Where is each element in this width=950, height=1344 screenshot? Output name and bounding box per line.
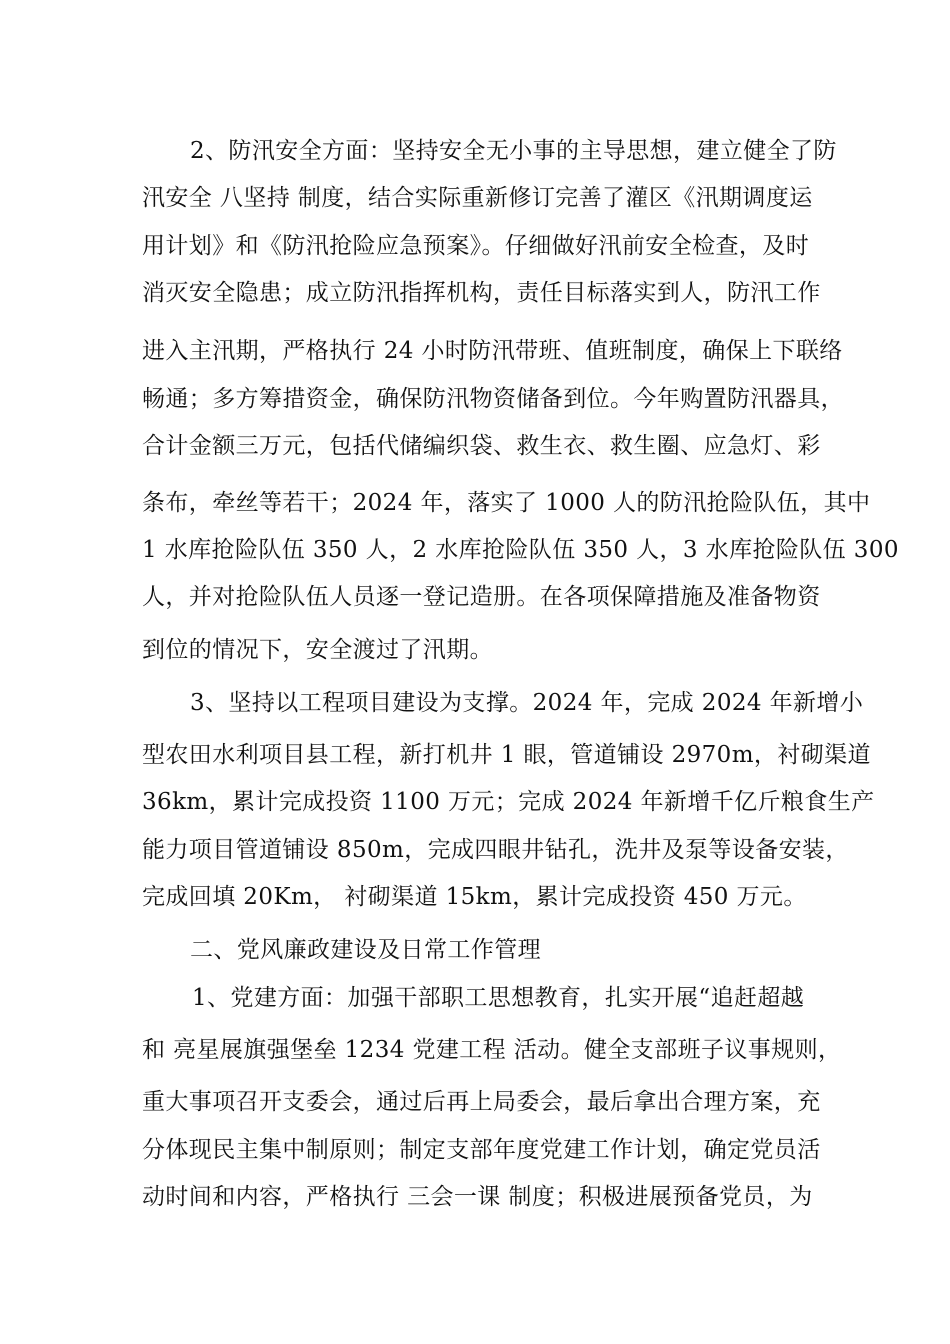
text-line: 到位的情况下，安全渡过了汛期。	[142, 637, 493, 663]
text-line: 型农田水利项目县工程，新打机井 1 眼，管道铺设 2970m，衬砌渠道	[142, 742, 871, 768]
section-heading: 二、党风廉政建设及日常工作管理	[190, 937, 541, 963]
text-line: 能力项目管道铺设 850m，完成四眼井钻孔，洗井及泵等设备安装，	[142, 837, 849, 863]
text-line: 完成回填 20Km， 衬砌渠道 15km，累计完成投资 450 万元。	[142, 884, 807, 910]
text-line: 3、坚持以工程项目建设为支撑。2024 年，完成 2024 年新增小	[190, 690, 864, 716]
text-line: 和 亮星展旗强堡垒 1234 党建工程 活动。健全支部班子议事规则，	[142, 1037, 842, 1063]
text-line: 2、防汛安全方面：坚持安全无小事的主导思想，建立健全了防	[190, 138, 837, 164]
text-line: 进入主汛期，严格执行 24 小时防汛带班、值班制度，确保上下联络	[142, 338, 843, 364]
text-line: 条布，牵丝等若干；2024 年，落实了 1000 人的防汛抢险队伍，其中	[142, 490, 871, 516]
text-line: 汛安全 八坚持 制度，结合实际重新修订完善了灌区《汛期调度运	[142, 185, 813, 211]
text-line: 合计金额三万元，包括代储编织袋、救生衣、救生圈、应急灯、彩	[142, 433, 821, 459]
text-line: 消灭安全隐患；成立防汛指挥机构，责任目标落实到人，防汛工作	[142, 280, 821, 306]
text-line: 用计划》和《防汛抢险应急预案》。仔细做好汛前安全检查，及时	[142, 233, 810, 259]
text-line: 动时间和内容，严格执行 三会一课 制度；积极进展预备党员，为	[142, 1184, 813, 1210]
text-line: 36km，累计完成投资 1100 万元；完成 2024 年新增千亿斤粮食生产	[142, 789, 875, 815]
text-line: 1、党建方面：加强干部职工思想教育，扎实开展“追赶超越	[192, 985, 805, 1011]
text-line: 畅通；多方筹措资金，确保防汛物资储备到位。今年购置防汛器具，	[142, 386, 844, 412]
text-line: 分体现民主集中制原则；制定支部年度党建工作计划，确定党员活	[142, 1137, 821, 1163]
text-line: 人，并对抢险队伍人员逐一登记造册。在各项保障措施及准备物资	[142, 584, 821, 610]
text-line: 重大事项召开支委会，通过后再上局委会，最后拿出合理方案，充	[142, 1089, 821, 1115]
text-line: 1 水库抢险队伍 350 人，2 水库抢险队伍 350 人，3 水库抢险队伍 300	[142, 537, 899, 563]
